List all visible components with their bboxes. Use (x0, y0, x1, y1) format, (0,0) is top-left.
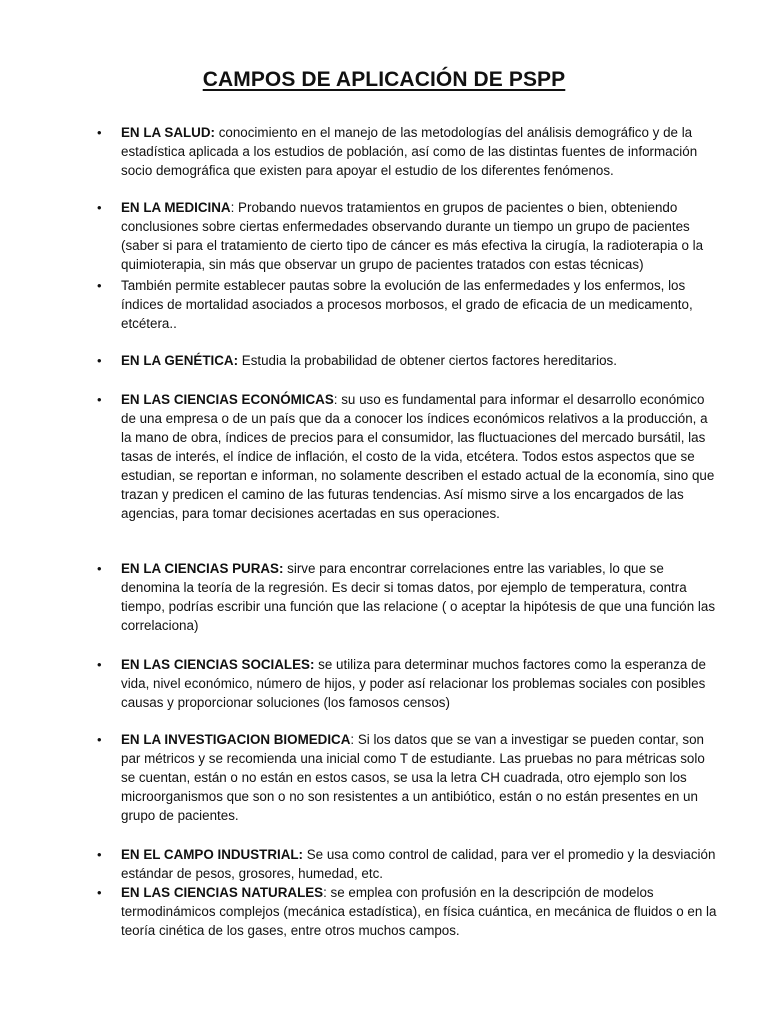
bullet-icon: • (97, 847, 102, 862)
item-text: : Si los datos que se van a investigar se pueden contar, son par métricos y se recomienda una inicial como T de estudiante. Las pruebas no para métricas solo se cuentan, están o no están en estos casos, se usa la letra CH cuadrada, otro ejemplo son los microorganismos que son o no son resistentes a un antibiótico, están o no están presentes en un grupo de pacientes. (121, 732, 705, 823)
list-item-tambien (97, 276, 721, 333)
list-item-economicas (97, 390, 721, 523)
bullet-icon: • (97, 732, 102, 747)
item-text: conocimiento en el manejo de las metodologías del análisis demográfico y de la estadística aplicada a los estudios de población, así como de las distintas fuentes de información socio demográfica que existen para apoyar el estudio de los diferentes fenómenos. (121, 125, 698, 178)
item-text: se utiliza para determinar muchos factores como la esperanza de vida, nivel económico, número de hijos, y poder así relacionar los problemas sociales con posibles causas y proporcionar soluciones (los famosos censos) (121, 657, 706, 710)
item-text: : Probando nuevos tratamientos en grupos de pacientes o bien, obteniendo conclusiones sobre ciertas enfermedades observando durante un tiempo un grupo de pacientes (saber si para el tratamiento de cierto tipo de cáncer es más efectiva la cirugía, la radioterapia o la quimioterapia, sin más que observar un grupo de pacientes tratados con estas técnicas) (121, 200, 704, 272)
document-title: CAMPOS DE APLICACIÓN DE PSPP (202, 68, 566, 92)
item-heading: EN LAS CIENCIAS SOCIALES: (121, 657, 315, 672)
item-text: sirve para encontrar correlaciones entre las variables, lo que se denomina la teoría de la regresión. Es decir si tomas datos, por ejemplo de temperatura, contra tiempo, podrías escribir una función que las relacione ( o aceptar la hipótesis de que una función las correlaciona) (121, 561, 716, 633)
bullet-icon: • (97, 200, 102, 215)
item-heading: EN EL CAMPO INDUSTRIAL: (121, 847, 304, 862)
bullet-icon: • (97, 125, 102, 140)
list-item-sociales (97, 655, 721, 712)
bullet-icon: • (97, 561, 102, 576)
item-heading: EN LA MEDICINA (121, 200, 231, 215)
list-item-genetica (97, 351, 721, 370)
item-text: También permite establecer pautas sobre la evolución de las enfermedades y los enfermos, los índices de mortalidad asociados a procesos morbosos, el grado de eficacia de un medicamento, etcétera.. (121, 278, 693, 331)
bullet-icon: • (97, 278, 102, 293)
item-text: Estudia la probabilidad de obtener ciertos factores hereditarios. (238, 353, 617, 368)
list-item-industrial (97, 845, 721, 883)
bullet-icon: • (97, 392, 102, 407)
list-item-salud (97, 123, 721, 180)
item-heading: EN LAS CIENCIAS NATURALES (121, 885, 324, 900)
item-text: : su uso es fundamental para informar el desarrollo económico de una empresa o de un país que da a conocer los índices económicos relativos a la producción, a la mano de obra, índices de precios para el consumidor, las fluctuaciones del mercado bursátil, las tasas de interés, el índice de inflación, el costo de la vida, etcétera. Todos estos aspectos que se estudian, se reportan e informan, no solamente describen el estado actual de la economía, sino que trazan y predicen el camino de las futuras tendencias. Así mismo sirve a los encargados de las agencias, para tomar decisiones acertadas en sus operaciones. (121, 392, 715, 521)
item-heading: EN LA INVESTIGACION BIOMEDICA (121, 732, 351, 747)
list-item-biomedica (97, 730, 721, 825)
list-item-puras (97, 559, 721, 635)
bullet-icon: • (97, 885, 102, 900)
list-item-naturales (97, 883, 721, 940)
bullet-icon: • (97, 657, 102, 672)
list-item-medicina (97, 198, 721, 274)
item-heading: EN LA GENÉTICA: (121, 353, 239, 368)
item-heading: EN LAS CIENCIAS ECONÓMICAS (121, 392, 334, 407)
bullet-icon: • (97, 353, 102, 368)
item-heading: EN LA SALUD: (121, 125, 215, 140)
item-text: : se emplea con profusión en la descripción de modelos termodinámicos complejos (mecánica estadística), en física cuántica, en mecánica de fluidos o en la teoría cinética de los gases, entre otros muchos campos. (121, 885, 717, 938)
item-heading: EN LA CIENCIAS PURAS: (121, 561, 284, 576)
item-text: Se usa como control de calidad, para ver el promedio y la desviación estándar de pesos, grosores, humedad, etc. (121, 847, 716, 881)
